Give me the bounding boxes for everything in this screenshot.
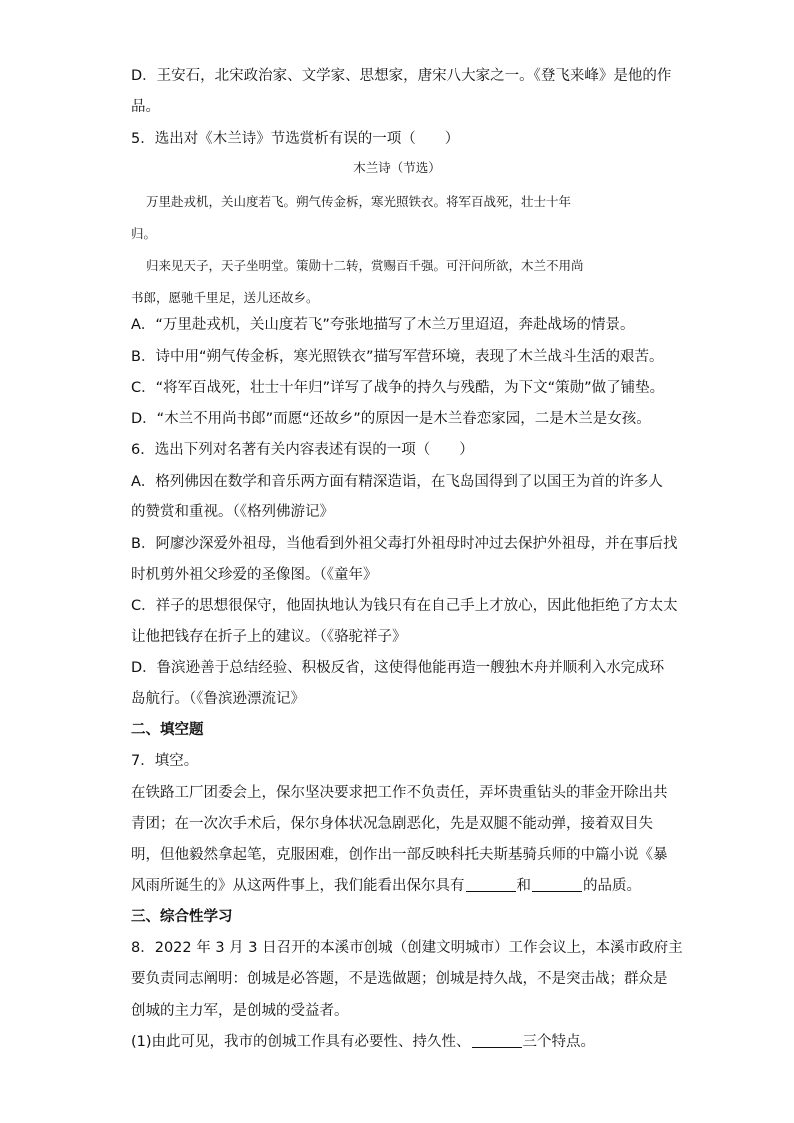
text-line: 8．2022 年 3 月 3 日召开的本溪市创城（创建文明城市）工作会议上，本溪市政府主 [131, 940, 683, 956]
text-line: D．鲁滨逊善于总结经验、积极反省，这使得他能再造一艘独木舟并顺利入水完成环 [131, 660, 665, 676]
option-d: D．“木兰不用尚书郎”而愿“还故乡”的原因一是木兰眷恋家园，二是木兰是女孩。 [131, 411, 651, 427]
text-line: 品。 [131, 99, 160, 115]
answer-blank[interactable] [472, 1033, 522, 1048]
text-line [131, 876, 641, 896]
option-b: B．诗中用“朔气传金柝，寒光照铁衣”描写军营环境，表现了木兰战斗生活的艰苦。 [131, 349, 664, 365]
section-heading: 二、填空题 [131, 722, 204, 738]
text-line: 青团；在一次次手术后，保尔身体状况急剧恶化，先是双腿不能动弹，接着双目失 [131, 816, 653, 832]
text-line: 创城的主力军，是创城的受益者。 [131, 1003, 349, 1019]
text-line: 时机剪外祖父珍爱的圣像图。（《童年》 [131, 567, 378, 583]
section-heading: 三、综合性学习 [131, 909, 233, 925]
option-a: A．“万里赴戎机，关山度若飞”夸张地描写了木兰万里迢迢，奔赴战场的情景。 [131, 317, 635, 333]
text-segment: 三个特点。 [522, 1034, 596, 1050]
text-segment: 的品质。 [583, 878, 641, 894]
text-segment: 风雨所诞生的》从这两件事上，我们能看出保尔具有 [131, 878, 465, 894]
poem-line: 归。 [131, 226, 157, 241]
text-line: 岛航行。（《鲁滨逊漂流记》 [131, 691, 305, 707]
poem-line: 书郎，愿驰千里足，送儿还故乡。 [131, 290, 319, 305]
poem-title: 木兰诗（节选） [353, 160, 441, 175]
text-line: 要负责同志阐明：创城是必答题，不是选做题；创城是持久战，不是突击战；群众是 [131, 971, 668, 987]
question-stem: 6．选出下列对名著有关内容表述有误的一项（ ） [131, 442, 474, 458]
text-line: 的赞赏和重视。（《格列佛游记》 [131, 504, 334, 520]
text-line: A．格列佛因在数学和音乐两方面有精深造诣，在飞岛国得到了以国王为首的许多人 [131, 474, 663, 490]
text-segment: 和 [516, 878, 531, 894]
text-line: 让他把钱存在折子上的建议。（《骆驼祥子》 [131, 629, 407, 645]
question-stem: 5．选出对《木兰诗》节选赏析有误的一项（ ） [131, 131, 460, 147]
answer-blank[interactable] [466, 877, 516, 892]
text-segment: (1)由此可见，我市的创城工作具有必要性、持久性、 [131, 1034, 471, 1050]
poem-line: 归来见天子，天子坐明堂。策勋十二转，赏赐百千强。可汗问所欲，木兰不用尚 [146, 258, 584, 273]
question-stem: 7．填空。 [131, 753, 199, 769]
text-line: C．祥子的思想很保守，他固执地认为钱只有在自己手上才放心，因此他拒绝了方太太 [131, 598, 678, 614]
text-line: 在铁路工厂团委会上，保尔坚决要求把工作不负责任，弄坏贵重钻头的菲金开除出共 [131, 785, 668, 801]
text-line: D．王安石，北宋政治家、文学家、思想家，唐宋八大家之一。《登飞来峰》是他的作 [131, 68, 672, 84]
text-line: 明，但他毅然拿起笔，克服困难，创作出一部反映科托夫斯基骑兵师的中篇小说《暴 [131, 847, 668, 863]
text-line: B．阿廖沙深爱外祖母，当他看到外祖父毒打外祖母时冲过去保护外祖母，并在事后找 [131, 536, 678, 552]
poem-line: 万里赴戎机，关山度若飞。朔气传金柝，寒光照铁衣。将军百战死，壮士十年 [146, 194, 572, 209]
option-c: C．“将军百战死，壮士十年归”详写了战争的持久与残酷，为下文“策勋”做了铺垫。 [131, 380, 665, 396]
answer-blank[interactable] [532, 877, 582, 892]
text-line [131, 1032, 595, 1052]
